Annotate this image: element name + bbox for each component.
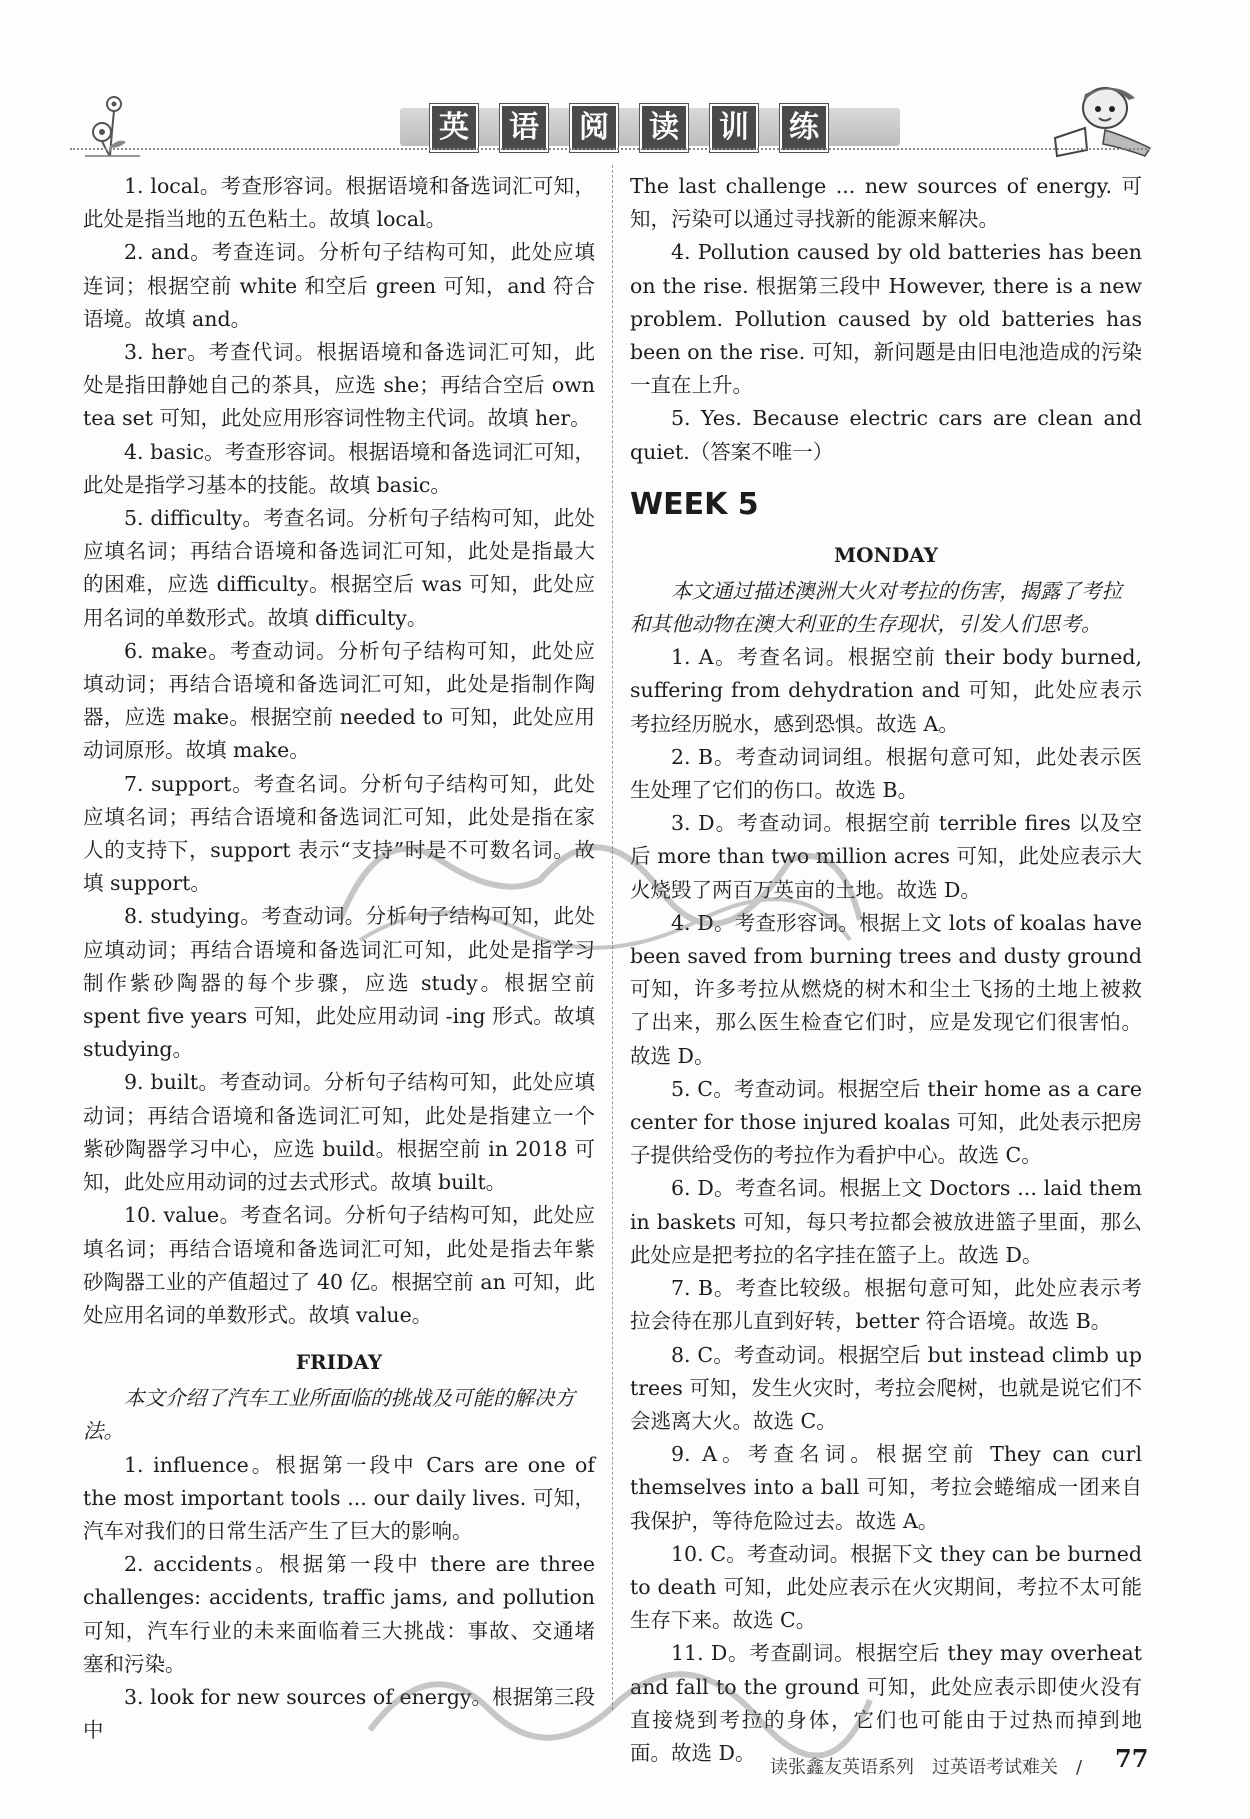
answer-item: 4. D。考查形容词。根据上文 lots of koalas have been saved from burning trees and dusty ground 可知，许多考拉从燃烧的树木和尘土飞扬的土地上被救了出来，那么医生检查它们时，应是发现它们很害怕。故选 D。 [630, 910, 1142, 1068]
answer-item: 4. Pollution caused by old batteries has been on the rise. 根据第三段中 However, there is a new problem. Pollution caused by old batteries has been on the rise. 可知，新问题是由旧电池造成的污染一直在上升。 [630, 240, 1142, 398]
answer-item: 7. B。考查比较级。根据句意可知，此处应表示考拉会待在那儿直到好转，better 符合语境。故选 B。 [630, 1276, 1142, 1334]
title-char: 训 [710, 104, 758, 152]
answer-item: 1. influence。根据第一段中 Cars are one of the most important tools ... our daily lives. 可知，汽车对我们的日常生活产生了巨大的影响。 [83, 1452, 595, 1543]
footer-series: 读张鑫友英语系列 过英语考试难关 / [770, 1757, 1083, 1778]
header-divider [70, 148, 1150, 150]
title-char: 读 [640, 104, 688, 152]
answer-item: 6. D。考查名词。根据上文 Doctors ... laid them in baskets 可知，每只考拉都会被放进篮子里面，那么此处应是把考拉的名字挂在篮子上。故选 D。 [630, 1176, 1142, 1267]
right-column [630, 170, 1142, 1770]
title-char: 阅 [570, 104, 618, 152]
title-char: 英 [430, 104, 478, 152]
answer-item: 10. value。考查名词。分析句子结构可知，此处应填名词；再结合语境和备选词汇可知，此处是指去年紫砂陶器工业的产值超过了 40 亿。根据空前 an 可知，此处应用名词的单数形式。故填 value。 [83, 1203, 595, 1327]
answer-item: 5. C。考查动词。根据空后 their home as a care center for those injured koalas 可知，此处表示把房子提供给受伤的考拉作为看护中心。故选 C。 [630, 1076, 1142, 1168]
answer-item: 7. support。考查名词。分析句子结构可知，此处应填名词；再结合语境和备选词汇可知，此处是指在家人的支持下，support 表示“支持”时是不可数名词。故填 support。 [83, 771, 595, 896]
answer-item: 8. C。考查动词。根据空后 but instead climb up trees 可知，发生火灾时，考拉会爬树，也就是说它们不会逃离大火。故选 C。 [630, 1342, 1142, 1433]
page-number: 77 [1115, 1744, 1149, 1773]
answer-item: 10. C。考查动词。根据下文 they can be burned to death 可知，此处应表示在火灾期间，考拉不太可能生存下来。故选 C。 [630, 1541, 1142, 1633]
answer-item: 5. difficulty。考查名词。分析句子结构可知，此处应填名词；再结合语境和备选词汇可知，此处是指最大的困难，应选 difficulty。根据空后 was 可知，此处应用名词的单数形式。故填 difficulty。 [83, 506, 595, 630]
answer-item: 11. D。考查副词。根据空后 they may overheat and fall to the ground 可知，此处应表示即使火没有直接烧到考拉的身体，它们也可能由于过热而掉到地面。故选 D。 [630, 1641, 1142, 1765]
title-char: 练 [780, 104, 828, 152]
answer-item: 1. A。考查名词。根据空前 their body burned, suffering from dehydration and 可知，此处应表示考拉经历脱水，感到恐惧。故选 A。 [630, 645, 1142, 736]
answer-item: 9. built。考查动词。分析句子结构可知，此处应填动词；再结合语境和备选词汇可知，此处是指建立一个紫砂陶器学习中心，应选 build。根据空前 in 2018 可知，此处应用动词的过去式形式。故填 built。 [83, 1070, 595, 1195]
answer-item: 3. look for new sources of energy。根据第三段中 [83, 1684, 595, 1743]
section-summary: 本文介绍了汽车工业所面临的挑战及可能的解决方法。 [83, 1386, 575, 1444]
page-header [70, 78, 1150, 158]
answer-item: 2. and。考查连词。分析句子结构可知，此处应填连词；根据空前 white 和空后 green 可知，and 符合语境。故填 and。 [83, 240, 595, 331]
week-title: WEEK 5 [630, 486, 759, 522]
answer-item: 6. make。考查动词。分析句子结构可知，此处应填动词；再结合语境和备选词汇可知，此处是指制作陶器，应选 make。根据空前 needed to 可知，此处应用动词原形。故填 make。 [83, 638, 595, 763]
watermark-graphic [320, 800, 880, 960]
watermark-graphic [360, 1640, 880, 1760]
answer-item-continued: The last challenge ... new sources of energy. 可知，污染可以通过寻找新的能源来解决。 [630, 174, 1142, 232]
answer-item: 2. accidents。根据第一段中 there are three challenges: accidents, traffic jams, and pollution 可知，汽车行业的未来面临着三大挑战：事故、交通堵塞和污染。 [83, 1552, 595, 1676]
answer-item: 3. D。考查动词。根据空前 terrible fires 以及空后 more than two million acres 可知，此处应表示大火烧毁了两百万英亩的土地。故选 D。 [630, 811, 1142, 902]
answer-item: 4. basic。考查形容词。根据语境和备选词汇可知，此处是指学习基本的技能。故填 basic。 [83, 439, 595, 497]
title-char: 语 [500, 104, 548, 152]
answer-item: 2. B。考查动词词组。根据句意可知，此处表示医生处理了它们的伤口。故选 B。 [630, 744, 1142, 803]
answer-item: 1. local。考查形容词。根据语境和备选词汇可知，此处是指当地的五色粘土。故填 local。 [83, 174, 595, 232]
answer-item: 8. studying。考查动词。分析句子结构可知，此处应填动词；再结合语境和备选词汇可知，此处是指学习制作紫砂陶器的每个步骤，应选 study。根据空前 spent five years 可知，此处应用动词 -ing 形式。故填 studying。 [83, 904, 595, 1062]
answer-item: 3. her。考查代词。根据语境和备选词汇可知，此处是指田静她自己的茶具，应选 she；再结合空后 own tea set 可知，此处应用形容词性物主代词。故填 her。 [83, 340, 595, 431]
answer-item: 9. A。考查名词。根据空前 They can curl themselves into a ball 可知，考拉会蜷缩成一团来自我保护，等待危险过去。故选 A。 [630, 1442, 1142, 1533]
section-summary: 本文通过描述澳洲大火对考拉的伤害，揭露了考拉和其他动物在澳大利亚的生存现状，引发人们思考。 [630, 578, 1122, 637]
reading-kid-illustration [1045, 78, 1155, 158]
page-title [430, 104, 828, 152]
answer-item: 5. Yes. Because electric cars are clean and quiet.（答案不唯一） [630, 406, 1142, 464]
section-title-friday: FRIDAY [295, 1350, 383, 1375]
section-title-monday: MONDAY [834, 542, 938, 567]
